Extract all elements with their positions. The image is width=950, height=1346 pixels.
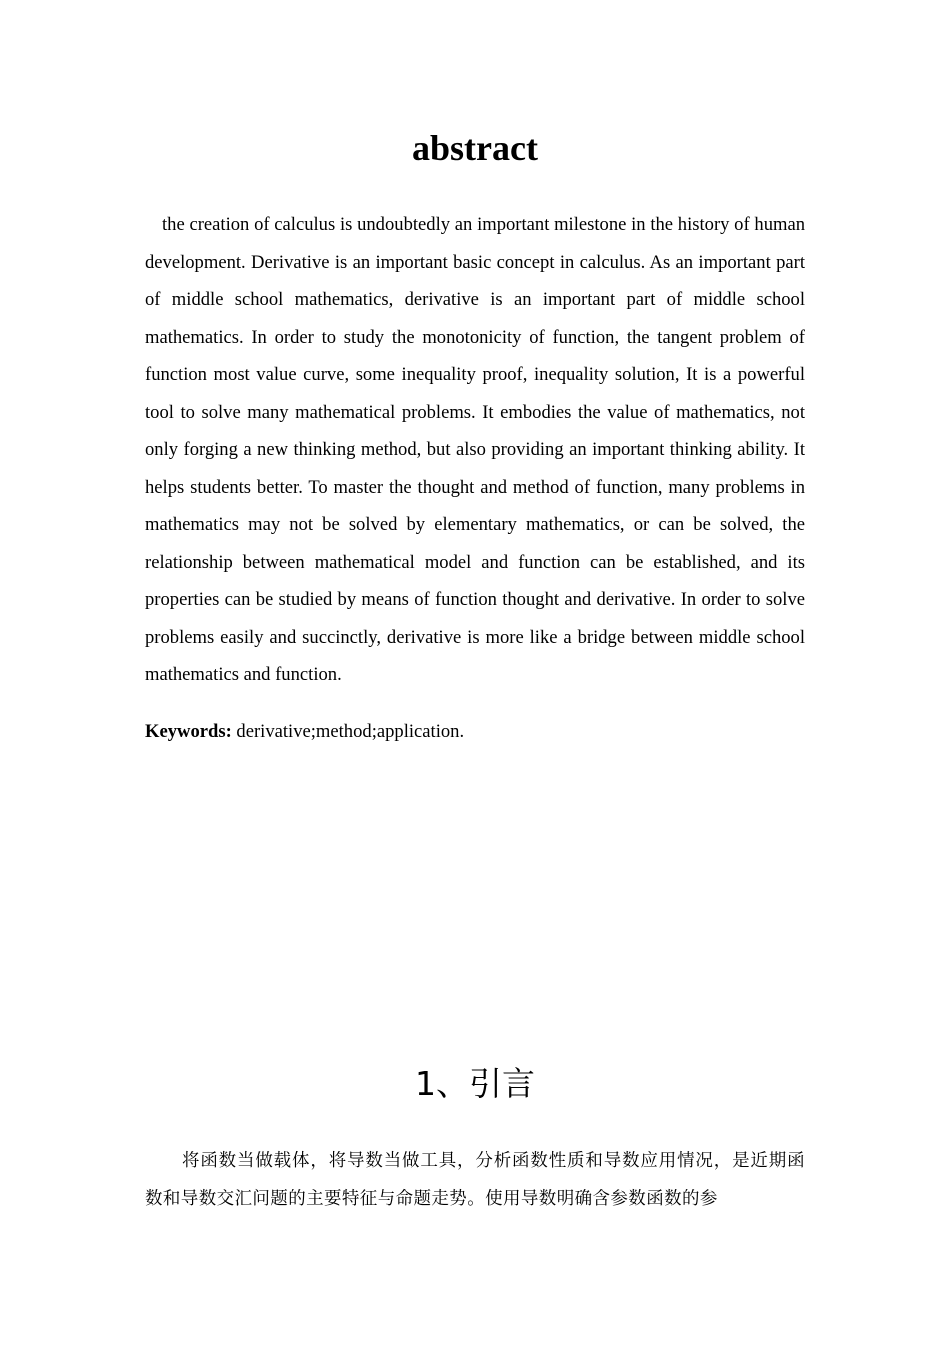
abstract-title: abstract — [412, 128, 538, 168]
keywords-label: Keywords: — [145, 721, 232, 742]
abstract-paragraph: the creation of calculus is undoubtedly an important milestone in the history of human development. Derivative is an important basic concept in calculus. As an important part of middle school mathematics, derivative is an important part of middle school mathematics. In order to study the monotonicity of function, the tangent problem of function most value curve, some inequality proof, inequality solution, It is a powerful tool to solve many mathematical problems. It embodies the value of mathematics, not only forging a new thinking method, but also providing an important thinking ability. It helps students better. To master the thought and method of function, many problems in mathematics may not be solved by elementary mathematics, or can be solved, the relationship between mathematical model and function can be established, and its properties can be studied by means of function thought and derivative. In order to solve problems easily and succinctly, derivative is more like a bridge between middle school mathematics and function. — [145, 214, 805, 685]
keywords-value: derivative;method;application. — [231, 721, 465, 742]
keywords-line — [145, 716, 805, 748]
section-heading-introduction: 1、引言 — [415, 1064, 535, 1103]
introduction-paragraph: 将函数当做载体，将导数当做工具，分析函数性质和导数应用情况，是近期函数和导数交汇问题的主要特征与命题走势。使用导数明确含参数函数的参 — [145, 1151, 805, 1209]
